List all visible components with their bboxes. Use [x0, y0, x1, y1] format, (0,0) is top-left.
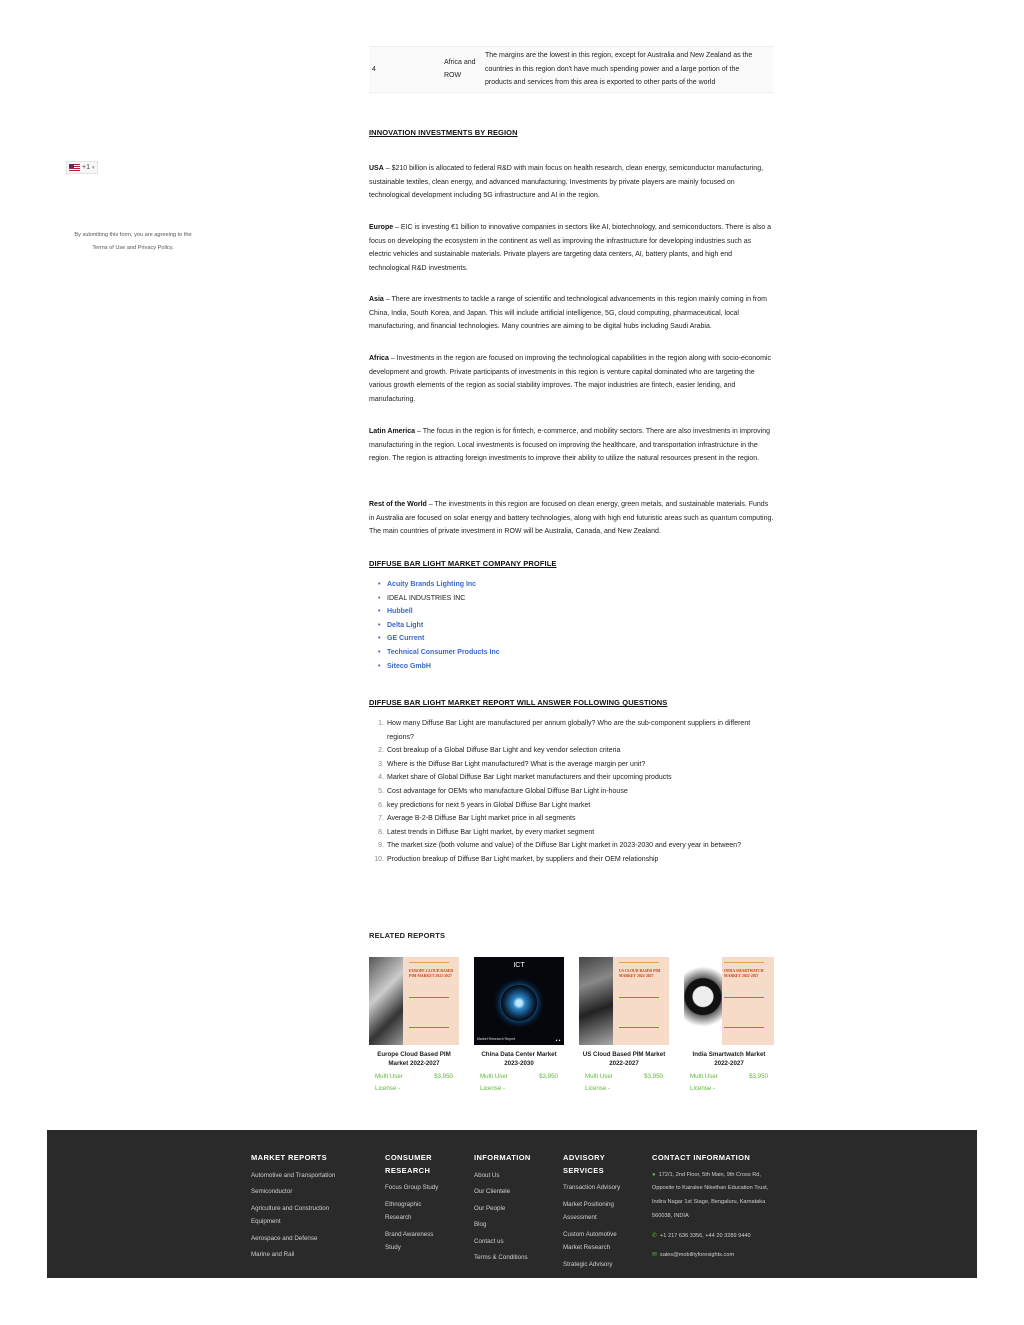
site-footer — [47, 1130, 977, 1278]
footer-heading: INFORMATION — [474, 1153, 531, 1162]
cover-title: ICT — [513, 962, 525, 969]
license-label: Multi User License - — [585, 1073, 613, 1092]
consent-text: By submitting this form, you are agreeing to the Terms of Use and Privacy Policy. — [74, 232, 192, 251]
company-link-hubbell[interactable]: • Hubbell — [378, 605, 500, 619]
globe-icon — [501, 985, 537, 1021]
report-card[interactable] — [474, 957, 564, 1095]
row-region: Africa and ROW — [444, 47, 485, 93]
questions-title: DIFFUSE BAR LIGHT MARKET REPORT WILL ANSWER FOLLOWING QUESTIONS — [369, 698, 668, 707]
company-link-siteco[interactable]: • Siteco GmbH — [378, 660, 500, 674]
question-text: Cost breakup of a Global Diffuse Bar Light and key vendor selection criteria — [387, 747, 621, 755]
list-item: 2. Cost breakup of a Global Diffuse Bar Light and key vendor selection criteria — [373, 744, 773, 758]
report-cover-image[interactable] — [684, 957, 774, 1045]
footer-contact — [652, 1152, 774, 1263]
para-label: Europe — [369, 224, 394, 231]
company-profile-title: DIFFUSE BAR LIGHT MARKET COMPANY PROFILE — [369, 559, 557, 568]
report-card[interactable] — [369, 957, 459, 1095]
cover-title: US CLOUD BASED PIM MARKET 2022-2027 — [619, 969, 661, 978]
related-reports-title: RELATED REPORTS — [369, 931, 446, 940]
report-cover-image[interactable] — [369, 957, 459, 1045]
para-label: Latin America — [369, 428, 416, 435]
footer-link[interactable]: Brand Awareness Study — [385, 1230, 434, 1251]
para-label: USA — [369, 165, 384, 172]
para-rest-of-world — [369, 498, 774, 539]
footer-link[interactable]: Transaction Advisory — [563, 1184, 621, 1191]
footer-link[interactable]: Custom Automotive Market Research — [563, 1230, 617, 1251]
company-link-delta-light[interactable]: • Delta Light — [378, 619, 500, 633]
email-text: sales@mobilityforesights.com — [660, 1252, 735, 1259]
para-asia — [369, 293, 774, 334]
phone-text: +1 217 636 3356, +44 20 3289 9440 — [660, 1232, 751, 1239]
contact-phone[interactable] — [652, 1230, 774, 1244]
license-label: Multi User License - — [375, 1073, 403, 1092]
phone-code: +1 — [82, 164, 90, 171]
question-text: key predictions for next 5 years in Global Diffuse Bar Light market — [387, 801, 591, 809]
para-label: Asia — [369, 296, 384, 303]
question-text: How many Diffuse Bar Light are manufactured per annum globally? Who are the sub-component suppliers in different regions? — [387, 720, 751, 741]
license-label: Multi User License - — [690, 1073, 718, 1092]
para-text: – $210 billion is allocated to federal R&D with main focus on health research, clean energy, semiconductor manufacturing, sustainable textiles, clean energy, and advanced manufacturing. Investments by private players are mainly focused on technological development including 5G infrastructure and AI in the region. — [369, 165, 764, 200]
para-label: Africa — [369, 355, 389, 362]
footer-link[interactable]: About Us — [474, 1171, 500, 1179]
location-pin-icon: ● — [652, 1171, 656, 1178]
list-item: 4. Market share of Global Diffuse Bar Light market manufacturers and their upcoming products — [373, 771, 773, 785]
para-text: – The investments in this region are focused on clean energy, green metals, and sustainable materials. Funds in Australia are focused on solar energy and battery technologies, along with high end futuristic areas such as quantum computing. The main countries of private investment in ROW will be Australia, Canada, and New Zealand. — [369, 501, 774, 536]
footer-link[interactable]: Contact us — [474, 1237, 504, 1245]
footer-market-reports — [251, 1152, 371, 1262]
company-item-ideal: • IDEAL INDUSTRIES INC — [378, 592, 500, 606]
list-item: 7. Average B-2-B Diffuse Bar Light market price in all segments — [373, 812, 773, 826]
phone-icon: ✆ — [652, 1232, 658, 1239]
row-number: 4 — [369, 47, 444, 93]
footer-consumer-research — [385, 1152, 463, 1255]
para-text: – Investments in the region are focused on improving the technological capabilities in the region along with socio-economic development and growth. Private participants of investments in this region is venture capital dominated who are targeting the various growth elements of the region as social stability improves. The major industries are fintech, easier lending, and manufacturing. — [369, 355, 771, 403]
report-cover-image[interactable] — [579, 957, 669, 1045]
address-text: 172/1, 2nd Floor, 5th Main, 9th Cross Rd, Opposite to Kairalee Nikethan Education Trust, Indira Nagar 1st Stage, Bengaluru, Karnataka 560038, INDIA — [652, 1171, 769, 1219]
para-africa — [369, 352, 774, 406]
report-card[interactable] — [579, 957, 669, 1095]
question-text: Where is the Diffuse Bar Light manufactured? What is the average margin per unit? — [387, 760, 646, 768]
report-price: $3,950 — [749, 1073, 768, 1080]
brand-logo-icon: ▲▲ — [555, 1038, 561, 1042]
footer-information — [474, 1152, 554, 1265]
question-text: Average B-2-B Diffuse Bar Light market price in all segments — [387, 815, 576, 823]
report-name[interactable]: US Cloud Based PIM Market 2022-2027 — [582, 1051, 666, 1067]
footer-link[interactable]: Our Clientele — [474, 1188, 511, 1195]
footer-link[interactable]: Automotive and Transportation — [251, 1171, 336, 1179]
question-text: Production breakup of Diffuse Bar Light market, by suppliers and their OEM relationship — [387, 855, 659, 863]
list-item: 6. key predictions for next 5 years in Global Diffuse Bar Light market — [373, 799, 773, 813]
list-item: 1. How many Diffuse Bar Light are manufactured per annum globally? Who are the sub-component suppliers in different regions? — [373, 717, 773, 744]
margin-table — [369, 46, 774, 93]
cover-title: EUROPE CLOUD BASED PIM MARKET 2022-2027 — [409, 969, 454, 978]
report-price: $3,950 — [644, 1073, 663, 1080]
list-item: 8. Latest trends in Diffuse Bar Light market, by every market segment — [373, 826, 773, 840]
question-text: The market size (both volume and value) of the Diffuse Bar Light market in 2023-2030 and every year in between? — [387, 842, 741, 850]
footer-heading: CONSUMER RESEARCH — [385, 1153, 432, 1175]
list-item: 9. The market size (both volume and value) of the Diffuse Bar Light market in 2023-2030 and every year in between? — [373, 839, 773, 853]
para-text: – There are investments to tackle a range of scientific and technological advancements in this region mainly coming in from China, India, South Korea, and Japan. This will include artificial intelligence, 5G, cloud computing, pharmaceutical, local manufacturing, and financial technologies. Many countries are aiming to be digital hubs including Saudi Arabia. — [369, 296, 767, 331]
report-name[interactable]: Europe Cloud Based PIM Market 2022-2027 — [377, 1051, 451, 1067]
report-name[interactable]: China Data Center Market 2023-2030 — [481, 1051, 557, 1067]
para-text: – EIC is investing €1 billion to innovative companies in sectors like AI, biotechnology, and semiconductors. There is also a focus on developing the ecosystem in the continent as well as improving the infrastructure for developing industries such as electric vehicles and sustainable materials. Private players are targeting data centers, AI, battery plants, and high end technological R&D investments. — [369, 224, 772, 272]
footer-heading: ADVISORY SERVICES — [563, 1153, 605, 1175]
footer-link[interactable]: Strategic Advisory — [563, 1260, 613, 1268]
phone-country-selector[interactable] — [66, 161, 98, 174]
footer-link[interactable]: Marine and Rail — [251, 1251, 295, 1258]
footer-heading: CONTACT INFORMATION — [652, 1153, 751, 1162]
footer-link[interactable]: Blog — [474, 1221, 487, 1228]
company-link-tcp[interactable]: • Technical Consumer Products Inc — [378, 646, 500, 660]
footer-link[interactable]: Our People — [474, 1204, 506, 1212]
footer-advisory — [563, 1152, 643, 1271]
cover-title: INDIA SMARTWATCH MARKET 2022-2027 — [724, 969, 764, 978]
para-text: – The focus in the region is for fintech, e-commerce, and mobility sectors. There are also investments in improving manufacturing in the region. Local investments is focused on improving the healthcare, and transportation infrastructure in the region. The region is attracting foreign investments to improve their ability to utilize the natural resources present in the region. — [369, 428, 771, 463]
table-row — [369, 47, 774, 93]
related-reports-list — [369, 957, 774, 1095]
mail-icon: ✉ — [652, 1252, 658, 1259]
para-latin-america — [369, 425, 774, 466]
report-name[interactable]: India Smartwatch Market 2022-2027 — [692, 1051, 766, 1067]
chevron-down-icon: ▾ — [91, 164, 95, 171]
para-europe — [369, 221, 774, 275]
para-label: Rest of the World — [369, 501, 427, 508]
row-description: The margins are the lowest in this region, except for Australia and New Zealand as the countries in this region don't have much spending power and a large portion of the products and services from this area is exported to other parts of the world — [485, 47, 774, 93]
license-label: Multi User License - — [480, 1073, 508, 1092]
footer-link[interactable]: Market Positioning Assessment — [563, 1200, 614, 1221]
footer-link[interactable]: Semiconductor — [251, 1188, 293, 1195]
list-item: 10. Production breakup of Diffuse Bar Light market, by suppliers and their OEM relationship — [373, 853, 773, 867]
footer-link[interactable]: Aerospace and Defense — [251, 1234, 318, 1242]
report-cover-image[interactable] — [474, 957, 564, 1045]
contact-address — [652, 1169, 774, 1224]
report-price: $3,950 — [539, 1073, 558, 1080]
footer-link[interactable]: Agriculture and Construction Equipment — [251, 1204, 330, 1225]
innovation-title: INNOVATION INVESTMENTS BY REGION — [369, 128, 518, 137]
footer-heading: MARKET REPORTS — [251, 1153, 328, 1162]
report-price: $3,950 — [434, 1073, 453, 1080]
question-text: Latest trends in Diffuse Bar Light market, by every market segment — [387, 828, 595, 836]
question-text: Market share of Global Diffuse Bar Light market manufacturers and their upcoming products — [387, 774, 672, 782]
company-link-ge-current[interactable]: • GE Current — [378, 632, 500, 646]
para-usa — [369, 162, 774, 203]
company-link-acuity[interactable]: • Acuity Brands Lighting Inc — [378, 578, 500, 592]
contact-email[interactable] — [652, 1249, 774, 1263]
question-text: Cost advantage for OEMs who manufacture Global Diffuse Bar Light in-house — [387, 787, 628, 795]
cover-subtitle: Market Research Report — [477, 1037, 516, 1041]
company-list — [378, 578, 500, 673]
footer-link[interactable]: Focus Group Study — [385, 1184, 439, 1191]
report-card[interactable] — [684, 957, 774, 1095]
question-list — [373, 717, 773, 867]
list-item: 5. Cost advantage for OEMs who manufacture Global Diffuse Bar Light in-house — [373, 785, 773, 799]
footer-link[interactable]: Terms & Conditions — [474, 1254, 528, 1261]
us-flag-icon — [69, 164, 80, 171]
footer-link[interactable]: Ethnographic Research — [385, 1200, 422, 1221]
list-item: 3. Where is the Diffuse Bar Light manufactured? What is the average margin per unit? — [373, 758, 773, 772]
